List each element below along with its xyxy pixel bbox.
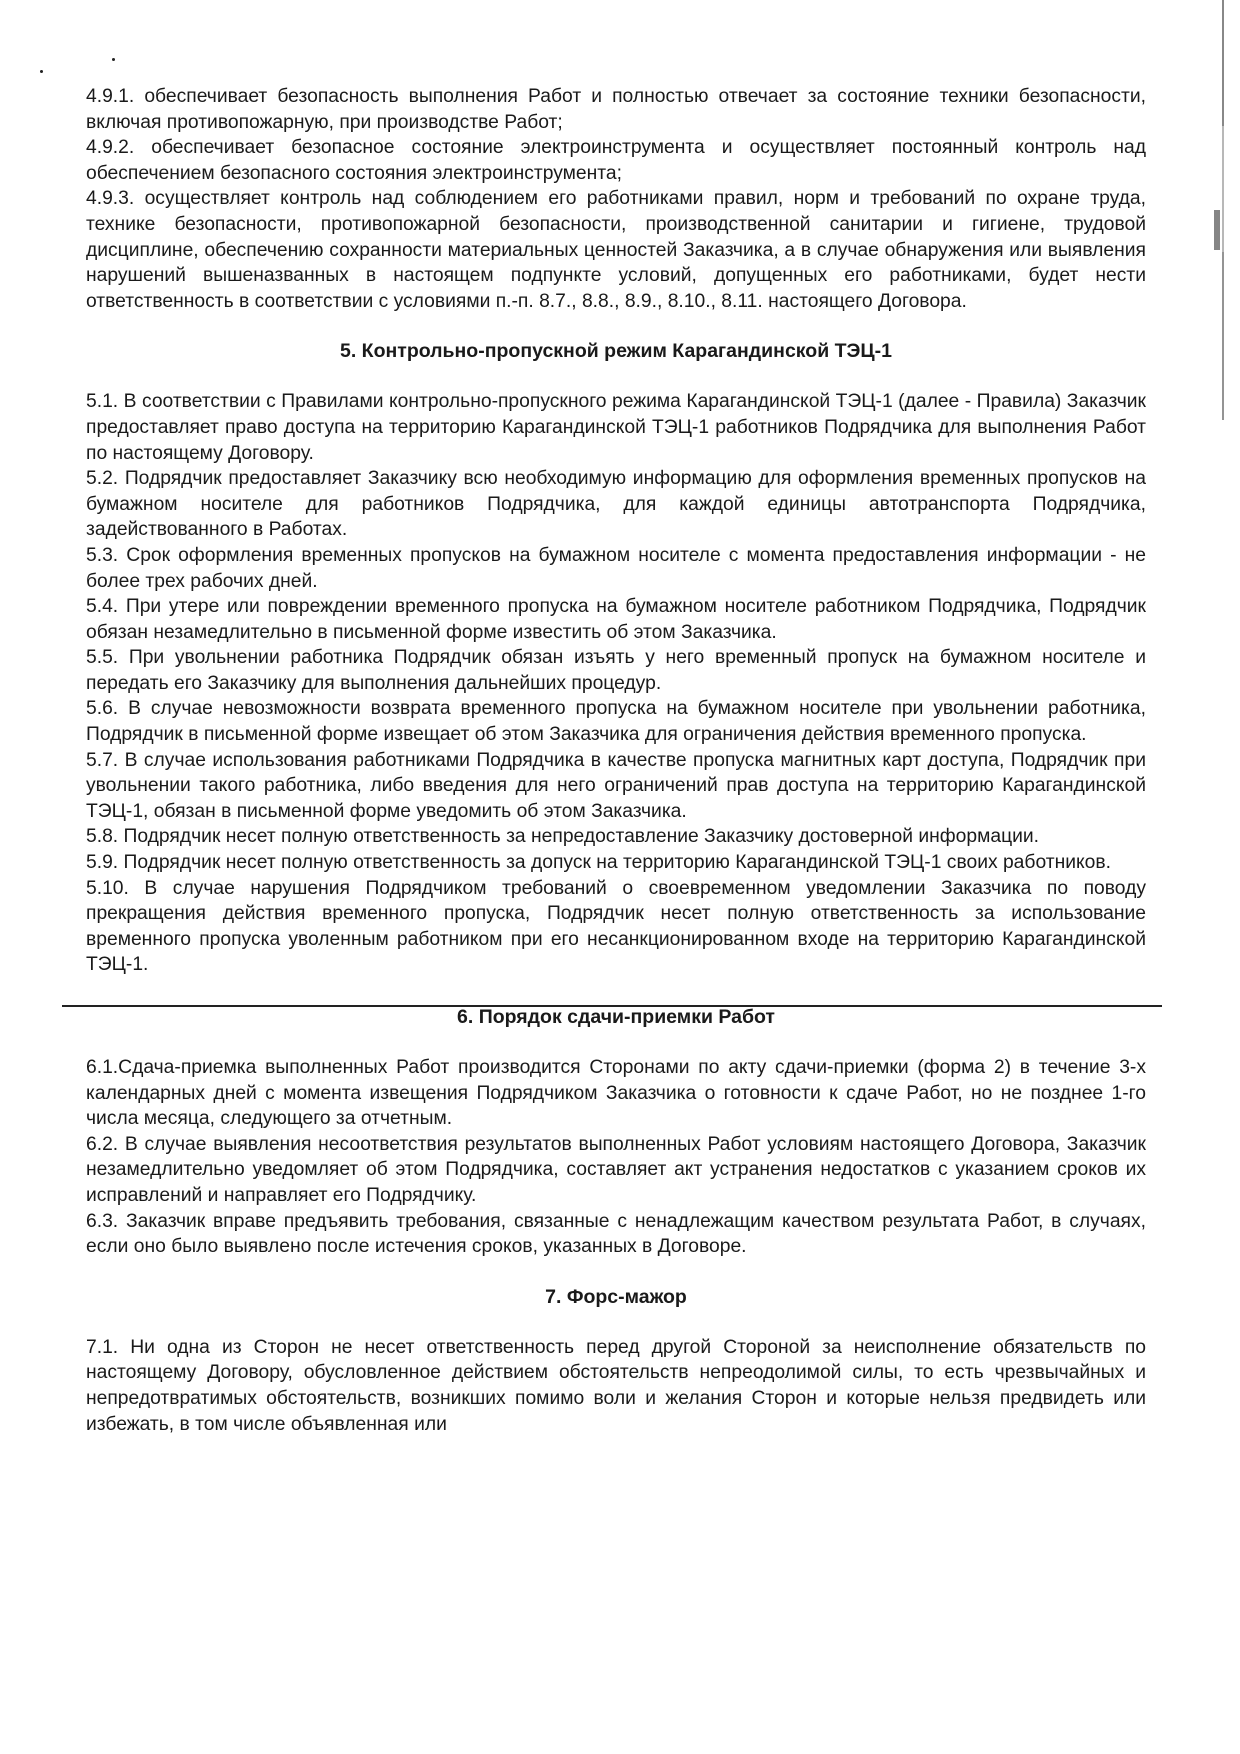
clause-4-9-2: 4.9.2. обеспечивает безопасное состояние электроинструмента и осуществляет постоянный контроль над обеспечением безопасного состояния электроинструмента; xyxy=(86,137,1146,184)
section-5-heading: 5. Контрольно-пропускной режим Карагандинской ТЭЦ-1 xyxy=(340,340,892,363)
scan-edge-mark xyxy=(1214,210,1220,250)
clause-5-5: 5.5. При увольнении работника Подрядчик обязан изъять у него временный пропуск на бумажном носителе и передать его Заказчику для выполнения дальнейших процедур. xyxy=(86,647,1146,694)
clause-5-7: 5.7. В случае использования работниками Подрядчика в качестве пропуска магнитных карт доступа, Подрядчик при увольнении такого работника, либо введения для него ограничений прав доступа на территорию Карагандинской ТЭЦ-1, обязан в письменной форме уведомить об этом Заказчика. xyxy=(86,749,1146,822)
scan-edge-line xyxy=(1222,0,1224,420)
clause-5-3: 5.3. Срок оформления временных пропусков на бумажном носителе с момента предоставления информации - не более трех рабочих дней. xyxy=(86,544,1146,592)
clause-4-9-3: 4.9.3. осуществляет контроль над соблюдением его работниками правил, норм и требований по охране труда, технике безопасности, противопожарной безопасности, производственной санитарии и гигиене, трудовой дисциплине, обеспечению сохранности материальных ценностей Заказчика, а в случае обнаружения или выявления нарушений вышеназванных в настоящем подпункте условий, допущенных его работниками, будет нести ответственность в соответствии с условиями п.-п. 8.7., 8.8., 8.9., 8.10., 8.11. настоящего Договора. xyxy=(86,188,1146,312)
section-6-heading: 6. Порядок сдачи-приемки Работ xyxy=(457,1006,775,1028)
clause-5-9: 5.9. Подрядчик несет полную ответственность за допуск на территорию Карагандинской ТЭЦ-1 своих работников. xyxy=(86,852,1111,874)
scan-dot xyxy=(112,58,115,61)
clause-5-6: 5.6. В случае невозможности возврата временного пропуска на бумажном носителе при увольнении работника, Подрядчик в письменной форме извещает об этом Заказчика для ограничения действия временного пропуска. xyxy=(86,698,1146,746)
clause-5-10: 5.10. В случае нарушения Подрядчиком требований о своевременном уведомлении Заказчика по поводу прекращения действия временного пропуска, Подрядчик несет полную ответственность за использование временного пропуска уволенным работником при его несанкционированном входе на территорию Карагандинской ТЭЦ-1. xyxy=(86,877,1146,976)
section-7-heading: 7. Форс-мажор xyxy=(545,1285,687,1308)
scan-dot xyxy=(40,70,43,73)
clause-6-3: 6.3. Заказчик вправе предъявить требования, связанные с ненадлежащим качеством результата Работ, в случаях, если оно было выявлено после истечения сроков, указанных в Договоре. xyxy=(86,1210,1146,1258)
clause-5-4: 5.4. При утере или повреждении временного пропуска на бумажном носителе работником Подрядчика, Подрядчик обязан незамедлительно в письменной форме известить об этом Заказчика. xyxy=(86,596,1146,643)
clause-7-1: 7.1. Ни одна из Сторон не несет ответственность перед другой Стороной за неисполнение обязательств по настоящему Договору, обусловленное действием обстоятельств непреодолимой силы, то есть чрезвычайных и непредотвратимых обстоятельств, возникших помимо воли и желания Сторон и которые нельзя предвидеть или избежать, в том числе объявленная или xyxy=(86,1336,1146,1435)
clause-5-8: 5.8. Подрядчик несет полную ответственность за непредоставление Заказчику достоверной информации. xyxy=(86,826,1040,848)
clause-4-9-1: 4.9.1. обеспечивает безопасность выполнения Работ и полностью отвечает за состояние техники безопасности, включая противопожарную, при производстве Работ; xyxy=(86,86,1146,133)
clause-6-1: 6.1.Сдача-приемка выполненных Работ производится Сторонами по акту сдачи-приемки (форма 2) в течение 3-х календарных дней с момента извещения Подрядчиком Заказчика о готовности к сдаче Работ, но не позднее 1-го числа месяца, следующего за отчетным. xyxy=(86,1057,1146,1130)
clause-5-2: 5.2. Подрядчик предоставляет Заказчику всю необходимую информацию для оформления временных пропусков на бумажном носителе для работников Подрядчика, для каждой единицы автотранспорта Подрядчика, задействованного в Работах. xyxy=(86,468,1146,541)
clause-6-2: 6.2. В случае выявления несоответствия результатов выполненных Работ условиям настоящего Договора, Заказчик незамедлительно уведомляет об этом Подрядчика, составляет акт устранения недостатков с указанием сроков их исправлений и направляет его Подрядчику. xyxy=(86,1133,1146,1206)
clause-5-1: 5.1. В соответствии с Правилами контрольно-пропускного режима Карагандинской ТЭЦ-1 (далее - Правила) Заказчик предоставляет право доступа на территорию Карагандинской ТЭЦ-1 работников Подрядчика для выполнения Работ по настоящему Договору. xyxy=(86,391,1146,464)
document-page xyxy=(86,84,1146,1437)
